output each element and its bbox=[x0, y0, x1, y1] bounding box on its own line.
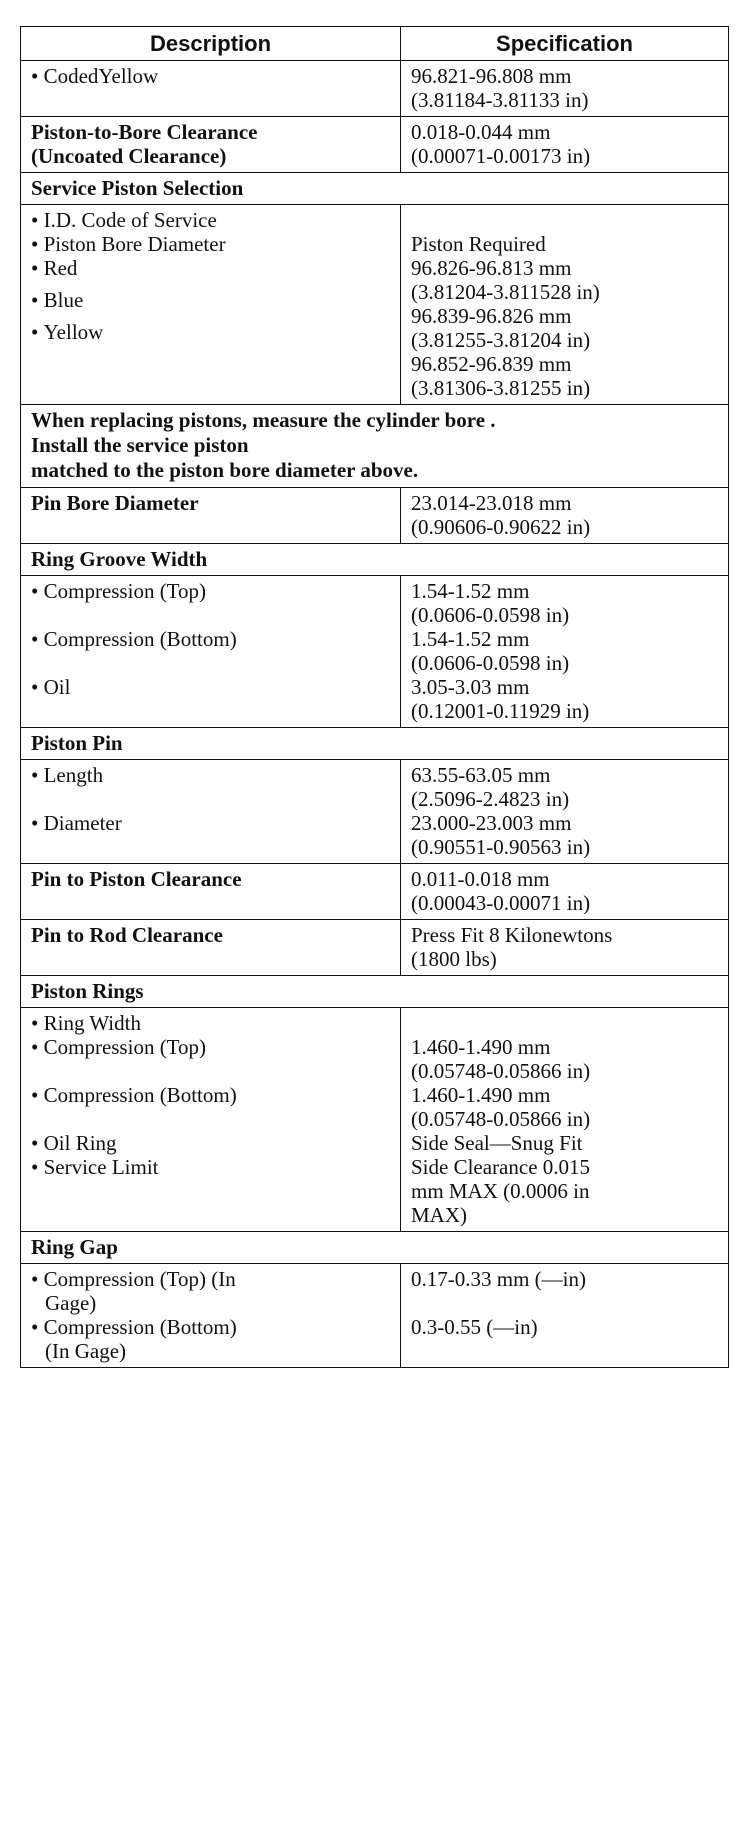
description-cell: Pin Bore Diameter bbox=[21, 488, 401, 544]
spec-value: (0.05748-0.05866 in) bbox=[411, 1059, 591, 1083]
item-label: • Red bbox=[31, 256, 390, 280]
spec-value: 0.018-0.044 mm bbox=[411, 120, 551, 144]
spec-value: 1.460-1.490 mm bbox=[411, 1035, 551, 1059]
table-row bbox=[21, 488, 729, 544]
table-row bbox=[21, 864, 729, 920]
section-title: Ring Groove Width bbox=[21, 544, 729, 576]
spec-value: 0.011-0.018 mm bbox=[411, 867, 550, 891]
item-label: • Compression (Top) (In bbox=[31, 1267, 390, 1291]
section-title: Piston Rings bbox=[21, 976, 729, 1008]
spec-value: 0.17-0.33 mm (—in) bbox=[411, 1267, 586, 1291]
description-cell bbox=[21, 1008, 401, 1232]
row-label: (Uncoated Clearance) bbox=[31, 144, 227, 168]
spec-value: (0.0606-0.0598 in) bbox=[411, 651, 570, 675]
description-cell bbox=[21, 576, 401, 728]
table-row bbox=[21, 920, 729, 976]
spec-value: 96.852-96.839 mm bbox=[411, 352, 572, 376]
spec-value: (0.12001-0.11929 in) bbox=[411, 699, 590, 723]
table-row bbox=[21, 576, 729, 728]
spec-value: (0.90606-0.90622 in) bbox=[411, 515, 591, 539]
spec-value: (3.81184-3.81133 in) bbox=[411, 88, 589, 112]
item-label: • CodedYellow bbox=[31, 64, 390, 88]
section-title: Service Piston Selection bbox=[21, 173, 729, 205]
specification-cell bbox=[401, 920, 729, 976]
table-row bbox=[21, 117, 729, 173]
spec-value: mm MAX (0.0006 in bbox=[411, 1179, 590, 1203]
spec-value: 1.460-1.490 mm bbox=[411, 1083, 551, 1107]
item-label: • Compression (Bottom) bbox=[31, 1315, 390, 1339]
specification-cell bbox=[401, 1008, 729, 1232]
spec-value: (0.90551-0.90563 in) bbox=[411, 835, 591, 859]
spec-value: (0.00071-0.00173 in) bbox=[411, 144, 591, 168]
table-row bbox=[21, 760, 729, 864]
spec-value: Press Fit 8 Kilonewtons bbox=[411, 923, 613, 947]
item-label: • Compression (Top) bbox=[31, 579, 390, 603]
spec-value: 3.05-3.03 mm bbox=[411, 675, 530, 699]
specification-cell bbox=[401, 117, 729, 173]
specification-cell bbox=[401, 576, 729, 728]
item-label: • Service Limit bbox=[31, 1155, 390, 1179]
specification-cell bbox=[401, 864, 729, 920]
spec-value: 23.000-23.003 mm bbox=[411, 811, 572, 835]
table-row bbox=[21, 61, 729, 117]
item-label: • Oil bbox=[31, 675, 390, 699]
section-title: Piston Pin bbox=[21, 728, 729, 760]
item-label: • Yellow bbox=[31, 320, 390, 344]
section-header-row bbox=[21, 544, 729, 576]
description-cell bbox=[21, 117, 401, 173]
header-row bbox=[21, 27, 729, 61]
spec-value: 63.55-63.05 mm bbox=[411, 763, 551, 787]
section-header-row bbox=[21, 1232, 729, 1264]
section-title: Ring Gap bbox=[21, 1232, 729, 1264]
description-cell bbox=[21, 205, 401, 405]
spec-value: (1800 lbs) bbox=[411, 947, 497, 971]
spec-value: 0.3-0.55 (—in) bbox=[411, 1315, 538, 1339]
item-label-continued: (In Gage) bbox=[45, 1339, 127, 1363]
specification-cell bbox=[401, 1264, 729, 1368]
table-row bbox=[21, 1008, 729, 1232]
specification-cell bbox=[401, 205, 729, 405]
spec-value: 96.821-96.808 mm bbox=[411, 64, 572, 88]
note-line: When replacing pistons, measure the cylinder bore . bbox=[31, 408, 496, 432]
item-label: • Blue bbox=[31, 288, 390, 312]
spec-value: Side Clearance 0.015 bbox=[411, 1155, 591, 1179]
specification-cell bbox=[401, 488, 729, 544]
spec-value: (0.0606-0.0598 in) bbox=[411, 603, 570, 627]
section-header-row bbox=[21, 976, 729, 1008]
spec-value: (3.81204-3.811528 in) bbox=[411, 280, 600, 304]
table-row bbox=[21, 205, 729, 405]
spec-value: Side Seal—Snug Fit bbox=[411, 1131, 583, 1155]
spec-value: 96.826-96.813 mm bbox=[411, 256, 572, 280]
specification-cell bbox=[401, 61, 729, 117]
spec-value: (0.00043-0.00071 in) bbox=[411, 891, 591, 915]
item-label: • Compression (Bottom) bbox=[31, 1083, 390, 1107]
spec-value: 1.54-1.52 mm bbox=[411, 627, 530, 651]
spec-value: (3.81255-3.81204 in) bbox=[411, 328, 591, 352]
item-label: • I.D. Code of Service bbox=[31, 208, 390, 232]
description-header: Description bbox=[21, 27, 401, 61]
description-cell bbox=[21, 1264, 401, 1368]
row-label: Piston-to-Bore Clearance bbox=[31, 120, 258, 144]
description-cell: Pin to Rod Clearance bbox=[21, 920, 401, 976]
description-cell bbox=[21, 61, 401, 117]
item-label: • Oil Ring bbox=[31, 1131, 390, 1155]
spec-value: MAX) bbox=[411, 1203, 467, 1227]
specification-cell bbox=[401, 760, 729, 864]
item-label: • Diameter bbox=[31, 811, 390, 835]
note-line: matched to the piston bore diameter above. bbox=[31, 458, 419, 482]
item-label-continued: Gage) bbox=[45, 1291, 97, 1315]
section-header-row bbox=[21, 173, 729, 205]
spec-value: (2.5096-2.4823 in) bbox=[411, 787, 570, 811]
item-label: • Ring Width bbox=[31, 1011, 390, 1035]
note-cell bbox=[21, 405, 729, 488]
note-line: Install the service piston bbox=[31, 433, 249, 457]
spec-value: 1.54-1.52 mm bbox=[411, 579, 530, 603]
item-label: • Compression (Top) bbox=[31, 1035, 390, 1059]
spec-value: 96.839-96.826 mm bbox=[411, 304, 572, 328]
specification-header: Specification bbox=[401, 27, 729, 61]
table-row bbox=[21, 1264, 729, 1368]
spec-value: Piston Required bbox=[411, 232, 546, 256]
spec-value: (0.05748-0.05866 in) bbox=[411, 1107, 591, 1131]
item-label: • Compression (Bottom) bbox=[31, 627, 390, 651]
description-cell: Pin to Piston Clearance bbox=[21, 864, 401, 920]
description-cell bbox=[21, 760, 401, 864]
note-row bbox=[21, 405, 729, 488]
spec-value: (3.81306-3.81255 in) bbox=[411, 376, 591, 400]
spec-value: 23.014-23.018 mm bbox=[411, 491, 572, 515]
section-header-row bbox=[21, 728, 729, 760]
item-label: • Piston Bore Diameter bbox=[31, 232, 390, 256]
piston-spec-table bbox=[20, 26, 729, 1368]
item-label: • Length bbox=[31, 763, 390, 787]
spec-sheet bbox=[20, 26, 728, 1368]
